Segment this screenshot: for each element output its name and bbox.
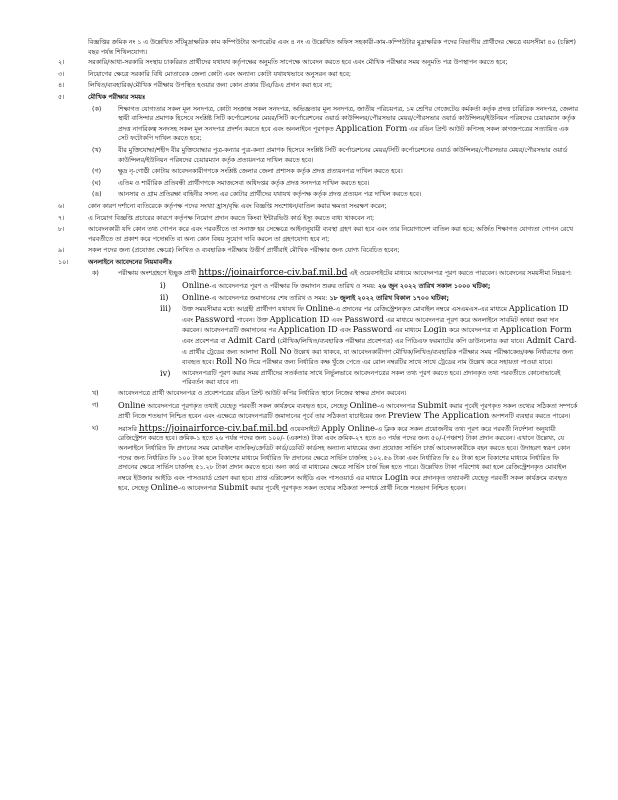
sub-item bbox=[88, 105, 580, 144]
sub-text: এতিম ও শারীরিক প্রতিবন্ধী প্রার্থীগণকে সমাজসেবা অধিদপ্তর কর্তৃক প্রদত্ত সনদপত্র দাখিল করতে হবে। bbox=[118, 179, 370, 187]
item-text: নিয়োগের ক্ষেত্রে সরকারি বিধি মোতাবেক জেলা কোটা এবং অন্যান্য কোটা যথাযথভাবে অনুসরন করা হবে; bbox=[88, 70, 351, 78]
sub-label: ক) bbox=[92, 270, 99, 278]
item-text: আবেদনকারী যদি কোন তথ্য গোপন করে এবং পরবর্তীতে তা সনাক্ত হয় সেক্ষেত্রে আইনানুযায়ী ব্যবস্থা গ্রহণ করা হবে এবং তার নিয়োগাদেশ বাতিল করা হবে; অর্জিত শিক্ষাগত যোগ্যতা গোপন রেখে পরবর্তীতে তা প্রকাশ করে পদোন্নতি বা অন্য কোন বিষয় সুযোগ দাবি করলে তা গ্রহণযোগ্য হবে না; bbox=[88, 226, 573, 243]
sub-item bbox=[88, 269, 580, 279]
list-item bbox=[58, 202, 580, 212]
item-number: ৫। bbox=[58, 93, 65, 101]
sub-label: (ঙ) bbox=[92, 191, 102, 199]
sub-item bbox=[88, 401, 580, 422]
item-title: মৌখিক পরীক্ষার সময়ঃ bbox=[88, 93, 146, 101]
item-number: ৭। bbox=[58, 214, 65, 222]
sub-text: পরীক্ষায় অংশগ্রহণে ইচ্ছুক প্রার্থী https://joinairforce-civ.baf.mil.bd এই ওয়েবসাইটের মাধ্যমে আবেদনপত্র পূরণ করতে পারবেন। আবেদনের সময়সীমা নিম্নরূপ: bbox=[118, 268, 572, 279]
sub-text: আবেদনপত্রে প্রার্থী আবেদনপত্র ও প্রবেশপত্রের রঙিন প্রিন্ট আউট কপির নির্ধারিত স্থানে নিজের স্বাক্ষর প্রদান করবেন। bbox=[118, 390, 407, 397]
sub-item bbox=[88, 179, 580, 189]
sub-item bbox=[88, 389, 580, 399]
sub-text: বীর মুক্তিযোদ্ধা/শহীদ বীর মুক্তিযোদ্ধার পুত্র-কন্যার পুত্র-কন্যা প্রমাণক হিসেবে সংশ্লিষ্ট সিটি কর্পোরেশনের মেয়র/সিটি কর্পোরেশনের ওয়ার্ড কাউন্সিলর/পৌরসভার মেয়র/পৌরসভার ওয়ার্ড কাউন্সিলর/ইউনিয়ন পরিষদের চেয়ারম্যান কর্তৃক প্রত্যয়নপত্র দাখিল করতে হবে। bbox=[118, 146, 568, 164]
roman-item bbox=[160, 293, 580, 304]
list-item bbox=[58, 81, 580, 91]
item-text: কোন কারণ দর্শানো ব্যতিরেকে কর্তৃপক্ষ পদের সংখ্যা হ্রাস/বৃদ্ধি এবং বিজ্ঞপ্তি সংশোধন/বাতিল করার ক্ষমতা সংরক্ষণ করেন; bbox=[88, 202, 387, 210]
list-item bbox=[58, 58, 580, 68]
roman-text: Online-এ আবেদনপত্র জমাদানের শেষ তারিখ ও সময়: ১৮ জুলাই ২০২২ তারিখ বিকাল ১৭০০ ঘটিকা; bbox=[182, 291, 450, 302]
roman-item bbox=[160, 304, 580, 368]
roman-text: আবেদনপত্রটি পূরণ করার সময় প্রার্থীদের সতর্কতার সাথে নির্ভুলভাবে আবেদনপত্রের সকল তথ্য পূরণ করতে হবে। প্রদানকৃত তথ্য পরবর্তীতে কোনোভাবেই পরিবর্তন করা যাবে না। bbox=[182, 369, 561, 387]
sub-item bbox=[88, 424, 580, 494]
sub-text: আনসার ও গ্রাম প্রতিরক্ষা বাহিনীর সদস্য এর কোটার প্রার্থীদের যথাযথ কর্তৃপক্ষ কর্তৃক প্রদত্ত প্রত্যয়ন পত্র দাখিল করতে হবে। bbox=[118, 191, 422, 199]
item-number: ৪। bbox=[58, 82, 65, 90]
sub-item bbox=[88, 146, 580, 165]
item-text: এ নিয়োগ বিজ্ঞপ্তি প্রচারের কারণে কর্তৃপক্ষ নিয়োগ প্রদান করতে কিংবা ইন্টারভিউ কার্ড ইস্যু করতে বাধ্য থাকবেন না; bbox=[88, 214, 375, 222]
sub-label: (খ) bbox=[92, 146, 102, 154]
item-text: সকল পদের জন্য (প্রযোজ্য ক্ষেত্রে) লিখিত ও ব্যবহারিক পরীক্ষায় উত্তীর্ণ প্রার্থীরাই মৌখিক পরীক্ষার জন্য যোগ্য বিবেচিত হবেন; bbox=[88, 247, 400, 255]
list-item bbox=[58, 70, 580, 80]
roman-label: ii) bbox=[160, 291, 169, 302]
sub-label: গ) bbox=[92, 401, 99, 409]
item-number: ৯। bbox=[58, 247, 65, 255]
roman-text: Online-এ আবেদনপত্র পূরণ ও পরীক্ষার ফি জমাদান শুরুর তারিখ ও সময়: ২৬ জুন ২০২২ তারিখ সকাল ১০০০ ঘটিকা; bbox=[182, 280, 491, 291]
roman-text: উক্ত সময়সীমার মধ্যে আগ্রহী প্রার্থীগণ যথাযথ ফি Online-এ প্রদানের পর রেজিস্ট্রেশনকৃত মোবাইল নম্বরে এসএমএস-এর মাধ্যমে Application ID এবং Password পাবেন। উক্ত Application ID এবং Password এর মাধ্যমে আবেদনপত্র পূরণ করে অনলাইনে সাবমিট অথবা জমা দান করবেন। আবেদনপত্রটি জমাদানের পর Application ID এবং Password এর মাধ্যমে Login করে আবেদনপত্র বা Application Form এবং প্রবেশপত্র বা Admit Card (মৌখিক/লিখিত/ব্যবহারিক পরীক্ষার প্রবেশপত্র) এর পিডিএফ ফরম্যাটের কপি ডাউনলোড করা যাবে। Admit Card-এ প্রার্থীর ট্রেডের জন্য আলাদা Roll No উল্লেখ করা থাকবে, যা আবেদনকারীগণ মৌখিক/লিখিত/ব্যবহারিক পরীক্ষার সময় পরীক্ষাকেন্দ্র/কক্ষ নির্ধারণের জন্য ব্যবহৃত হবে। Roll No দিয়ে পরীক্ষার জন্য নির্ধারিত কক্ষ খুঁজে পেতে এর রোল নম্বরটির সাথে সাথে ট্রেডের নাম উল্লেখ করে সহায়তা পাওয়া যাবে। bbox=[182, 303, 577, 367]
website-link[interactable]: https://joinairforce-civ.baf.mil.bd bbox=[198, 268, 348, 279]
sub-text: শিক্ষাগত যোগ্যতার সকল মূল সনদপত্র, কোটা সংক্রান্ত সকল সনদপত্র, অভিজ্ঞতার মূল সনদপত্র, জাতীয় পরিচয়পত্র, ১ম শ্রেণির গেজেটেড কর্মকর্তা কর্তৃক প্রদত্ত চারিত্রিক সনদপত্র, জেলার স্থায়ী বাসিন্দার প্রমাণক হিসেবে সংশ্লিষ্ট সিটি কর্পোরেশনের মেয়র/সিটি কর্পোরেশনের ওয়ার্ড কাউন্সিলর/পৌরসভার মেয়র/পৌরসভার ওয়ার্ড কাউন্সিলর/ইউনিয়ন পরিষদের চেয়ারম্যান কর্তৃক প্রদত্ত নাগরিকত্ব সনদসহ সকল মূল সনদপত্র প্রদর্শন করতে হবে এবং অনলাইনে পূরণকৃত Application Form এর রঙিন প্রিন্ট আউট কপিসহ সকল কাগজপত্রের সত্যায়িত এক সেট ফটোকপি দাখিল করতে হবে; bbox=[118, 105, 578, 143]
sub-label: (ক) bbox=[92, 105, 102, 113]
list-item bbox=[58, 225, 580, 244]
list-item bbox=[58, 93, 580, 103]
sub-label: ঘ) bbox=[92, 424, 99, 432]
list-item bbox=[58, 246, 580, 256]
item-number: ২। bbox=[58, 59, 65, 67]
item-title: অনলাইনে আবেদনের নিয়মাবলীঃ bbox=[88, 258, 173, 266]
item-text: সরকারি/আধা-সরকারি সংস্থায় চাকরিরত প্রার্থীদের যথাযথ কর্তৃপক্ষের অনুমতি সাপেক্ষে আবেদন করতে হবে এবং মৌখিক পরীক্ষার সময় অনুমতি পত্র উপস্থাপন করতে হবে; bbox=[88, 59, 508, 67]
roman-label: i) bbox=[160, 280, 166, 291]
sub-item bbox=[88, 167, 580, 177]
roman-item bbox=[160, 369, 580, 388]
item-text: লিখিত/ব্যবহারিক/মৌখিক পরীক্ষায় উপস্থিত হওয়ার জন্য কোন প্রকার টিএ/ডিএ প্রদান করা হবে না; bbox=[88, 82, 333, 90]
intro-paragraph: বিজ্ঞপ্তির ক্রমিক নং ১ এ উল্লেখিত সাঁটমুদ্রাক্ষরিক কাম কম্পিউটার অপারেটর এবং ৪ নং এ উল্লেখিত অফিস সহকারী-কাম-কম্পিউটার মুদ্রাক্ষরিক পদের বিভাগীয় প্রার্থীদের ক্ষেত্রে বয়সসীমা ৪০ (চল্লিশ) বছর পর্যন্ত শিথিলযোগ্য। bbox=[88, 39, 576, 56]
item-number: ৬। bbox=[58, 202, 65, 210]
sub-text: ক্ষুদ্র নৃ-গোষ্ঠী কোটায় আবেদনকারীগণকে সংশ্লিষ্ট জেলার জেলা প্রশাসক কর্তৃক প্রদত্ত প্রত্যয়নপত্র দাখিল করতে হবে। bbox=[118, 168, 403, 176]
sub-label: (গ) bbox=[92, 168, 102, 176]
sub-text: Online আবেদনপত্রে পূরণকৃত তথ্যই যেহেতু পরবর্তী সকল কার্যক্রমে ব্যবহৃত হবে, সেহেতু Online-এ আবেদনপত্র Submit করার পূর্বেই পূরণকৃত সকল তথ্যের সঠিকতা সম্পর্কে প্রার্থী নিজে শতভাগ নিশ্চিত হবেন এবং এক্ষেত্রে আবেদনপত্রটি জমাদানের পূর্বে তার সঠিকতা যাচাইয়ের জন্য Preview The Application অপশনটি ব্যবহার করতে পারেন। bbox=[118, 399, 578, 421]
item-number: ৮। bbox=[58, 226, 65, 234]
sub-label: (ঘ) bbox=[92, 179, 101, 187]
list-item bbox=[58, 214, 580, 224]
sub-item bbox=[88, 190, 580, 200]
item-number: ৩। bbox=[58, 70, 65, 78]
website-link[interactable]: https://joinairforce-civ.baf.mil.bd bbox=[138, 423, 288, 434]
roman-label: iv) bbox=[160, 367, 171, 378]
roman-label: iii) bbox=[160, 303, 172, 314]
roman-item bbox=[160, 281, 580, 292]
item-number: ১০। bbox=[58, 258, 69, 266]
list-item bbox=[58, 258, 580, 268]
sub-label: খ) bbox=[92, 390, 99, 397]
sub-text: সরাসরি https://joinairforce-civ.baf.mil.bd ওয়েবসাইটে Apply Online-এ ক্লিক করে সকল প্রয়োজনীয় তথ্য পূরণ করে পরবর্তী নির্দেশনা অনুযায়ী রেজিস্ট্রেশন করতে হবে। ক্রমিক-১ হতে ২৬ পর্যন্ত পদের জন্য ১০০/- (একশত) টাকা এবং ক্রমিক-২৭ হতে ৪৩ পর্যন্ত পদের জন্য ৫০/-(পঞ্চাশ) টাকা প্রদান করবেন। এখানে উল্লেখ্য, যে অনলাইনে নির্ধারিত ফি প্রদানের সময় মোবাইল ব্যাংকিং/ক্রেডিট কার্ড/ডেবিট কার্ডসহ অন্যান্য মাধ্যমের জন্য প্রযোজ্য সার্ভিস চার্জ আবেদনকারীকে বহন করতে হবে। উদাহরণ স্বরূপ কোন পদের জন্য নির্ধারিত ফি ১০০ টাকা হলে বিকাশের মাধ্যমে নির্ধারিত ফি প্রদানের ক্ষেত্রে সার্ভিস চার্জসহ ১০২.৫৬ টাকা এবং নির্ধারিত ফি ৫০ টাকা হলে বিকাশের মাধ্যমে নির্ধারিত ফি প্রদানের ক্ষেত্রে সার্ভিস চার্জসহ ৫১.২৮ টাকা প্রদান করতে হবে। অন্য কার্ড বা মাধ্যমের ক্ষেত্রে সার্ভিস চার্জ ভিন্ন হতে পারে। উল্লেখিত টাকা পরিশোধ করা হলে রেজিস্ট্রেশনকৃত মোবাইল নম্বরে ইউজার আইডি এবং পাসওয়ার্ড প্রেরণ করা হবে। প্রাপ্ত এপ্লিকেশন আইডি এবং পাসওয়ার্ড এর মাধ্যমে Login করে প্রদানকৃত তথ্যাবলী যেহেতু পরবর্তী সকল কার্যক্রমে ব্যবহৃত হবে, সেহেতু Online-এ আবেদনপত্র Submit করার পূর্বেই পূরণকৃত সকল তথ্যের সঠিকতা সম্পর্কে প্রার্থী নিজে শতভাগ নিশ্চিত হবেন। bbox=[118, 422, 571, 493]
